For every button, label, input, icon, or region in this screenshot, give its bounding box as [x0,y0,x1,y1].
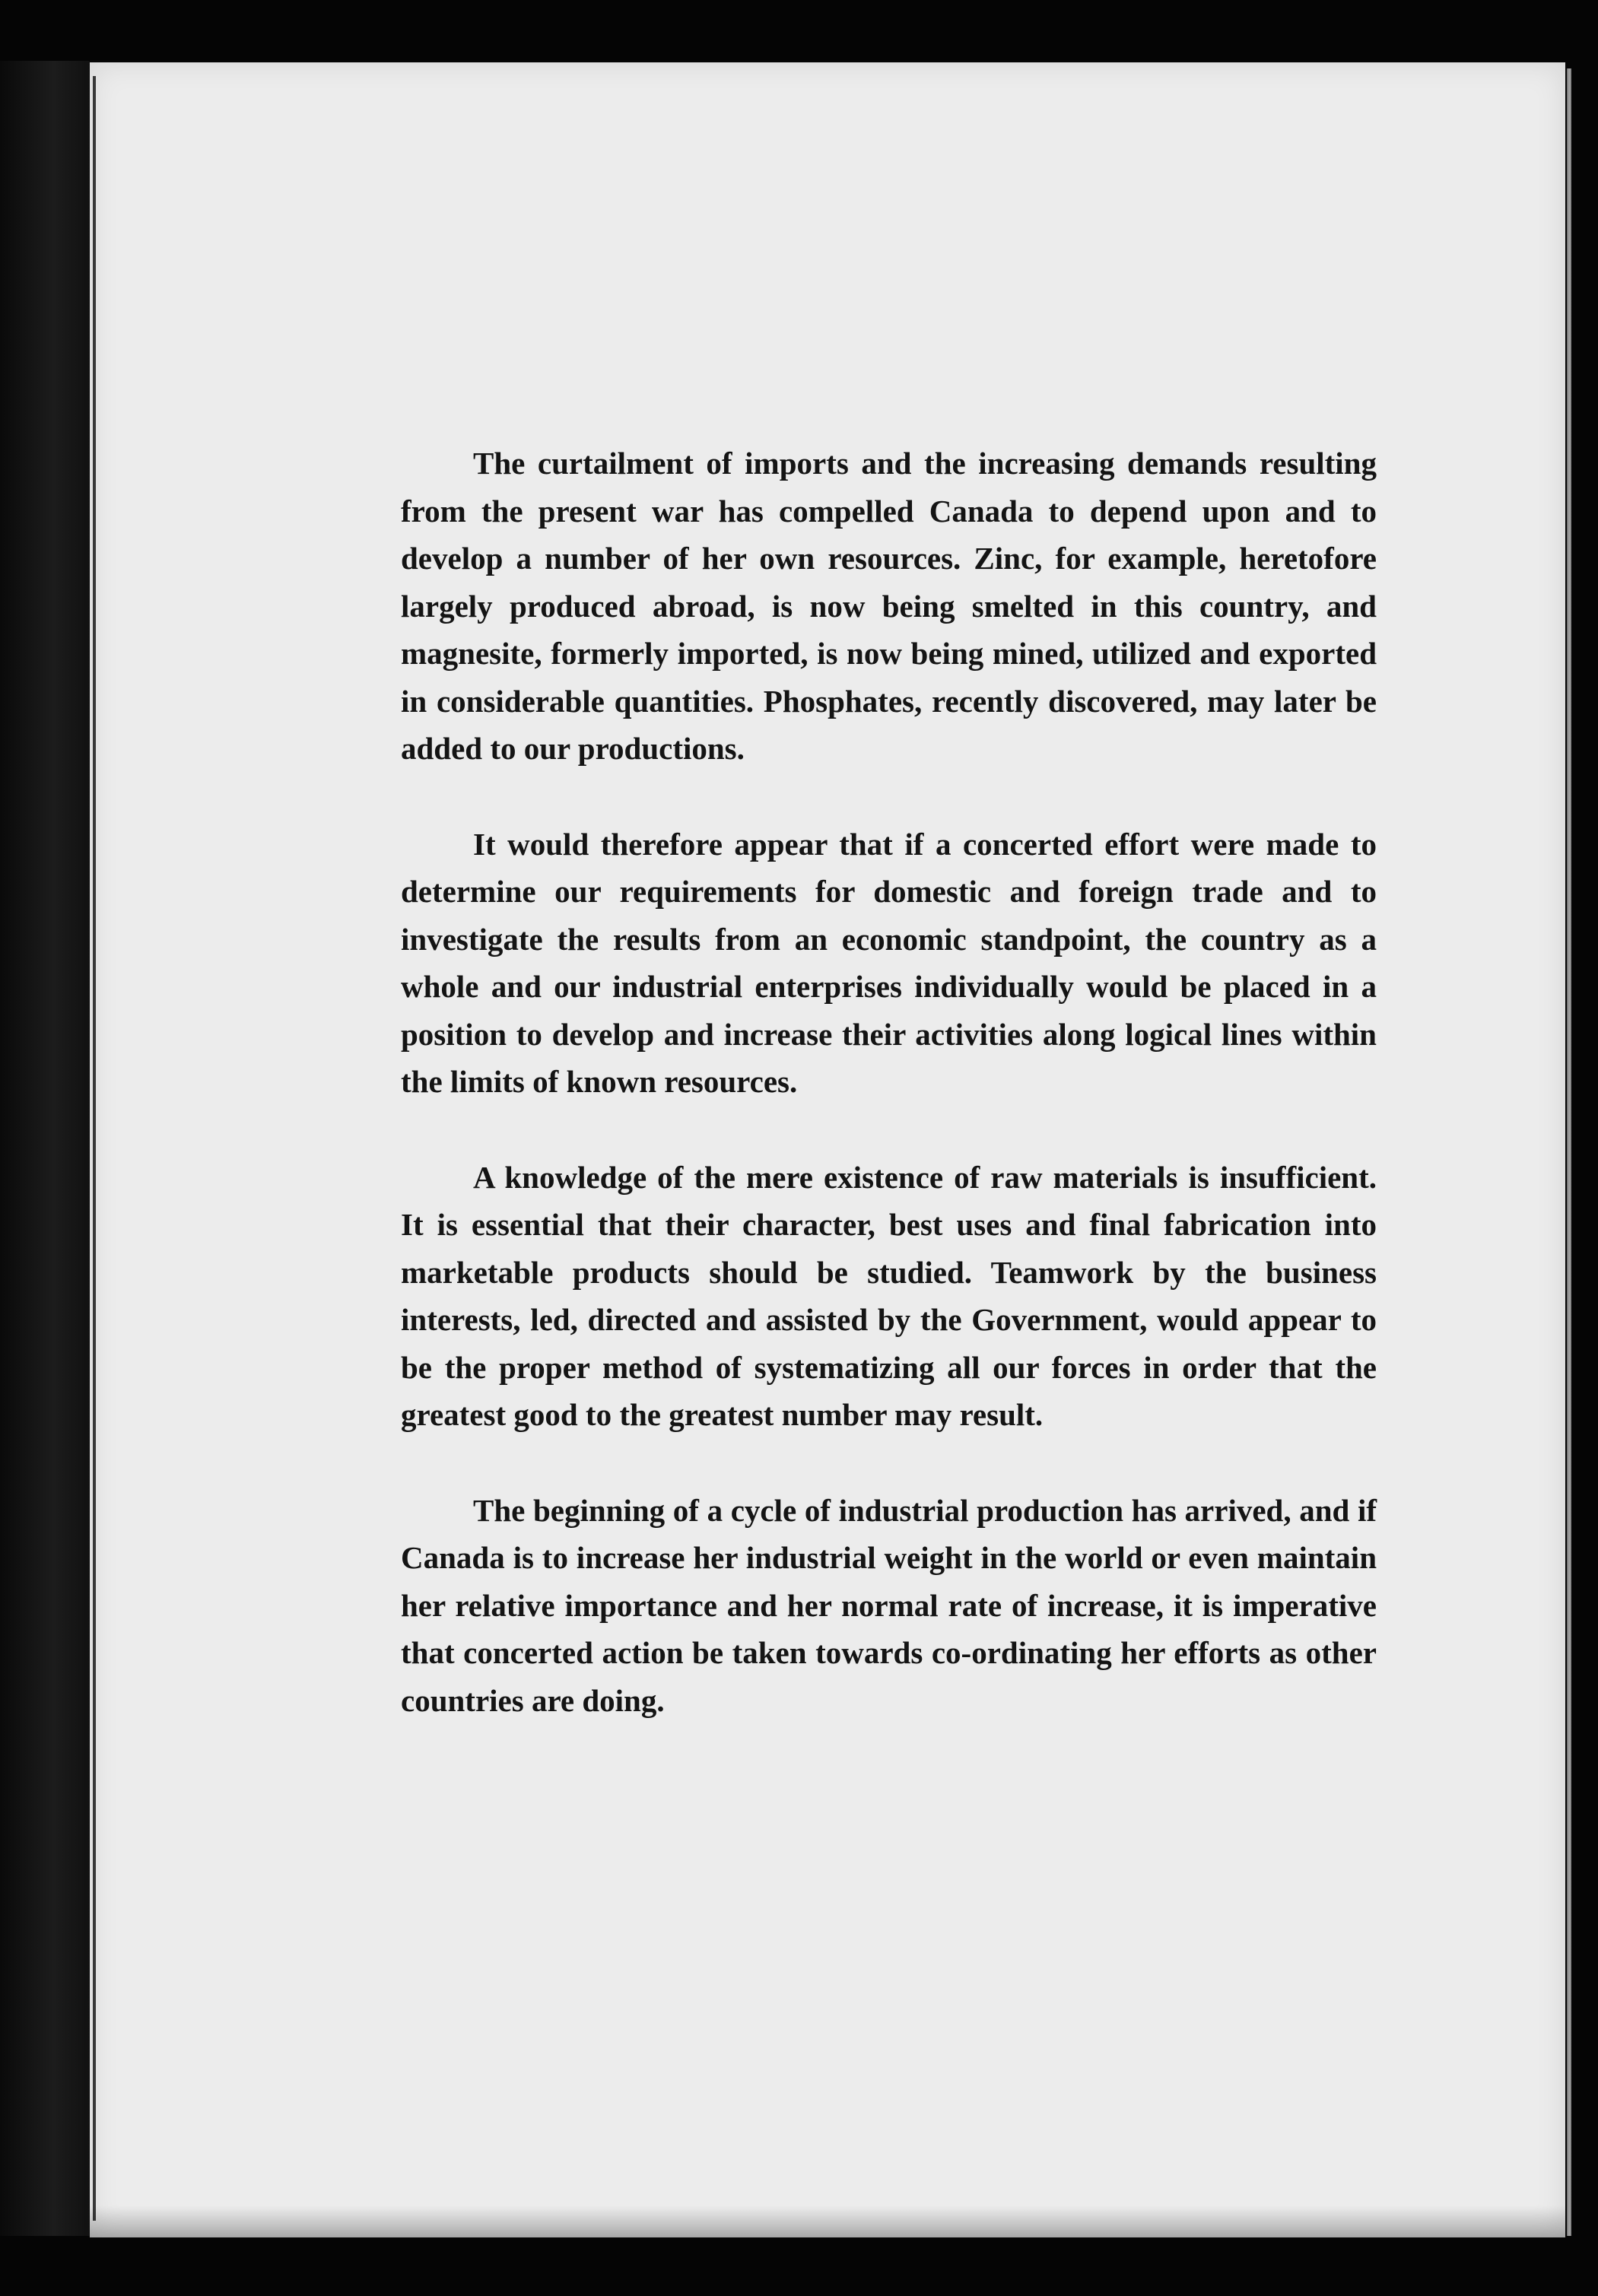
binding-edge [0,61,90,2236]
body-text [401,440,1377,1724]
paragraph-1: The curtailment of imports and the increasing demands resulting from the present war has compelled Canada to depend upon and to develop a number of her own resources. Zinc, for example, heretofore largely produced abroad, is now being smelted in this country, and magnesite, formerly imported, is now being mined, utilized and exported in considerable quantities. Phosphates, recently discovered, may later be added to our productions. [401,446,1377,766]
paragraph-3: A knowledge of the mere existence of raw materials is insufficient. It is essential that their character, best uses and final fabrication into marketable products should be studied. Teamwork by the business interests, led, directed and assisted by the Government, would appear to be the proper method of systematizing all our forces in order that the greatest good to the greatest number may result. [401,1159,1377,1432]
page-bottom-shadow [90,2205,1565,2237]
paragraph-2: It would therefore appear that if a concerted effort were made to determine our requirements for domestic and foreign trade and to investigate the results from an economic standpoint, the country as a whole and our industrial enterprises individually would be placed in a position to develop and increase their activities along logical lines within the limits of known resources. [401,826,1377,1099]
page-left-edge-line [93,76,96,2221]
page-right-edge-line [1567,68,1571,2236]
paragraph-4: The beginning of a cycle of industrial production has arrived, and if Canada is to increase her industrial weight in the world or even maintain her relative importance and her normal rate of increase, it is imperative that concerted action be taken towards co-ordinating her efforts as other countries are doing. [401,1492,1377,1718]
